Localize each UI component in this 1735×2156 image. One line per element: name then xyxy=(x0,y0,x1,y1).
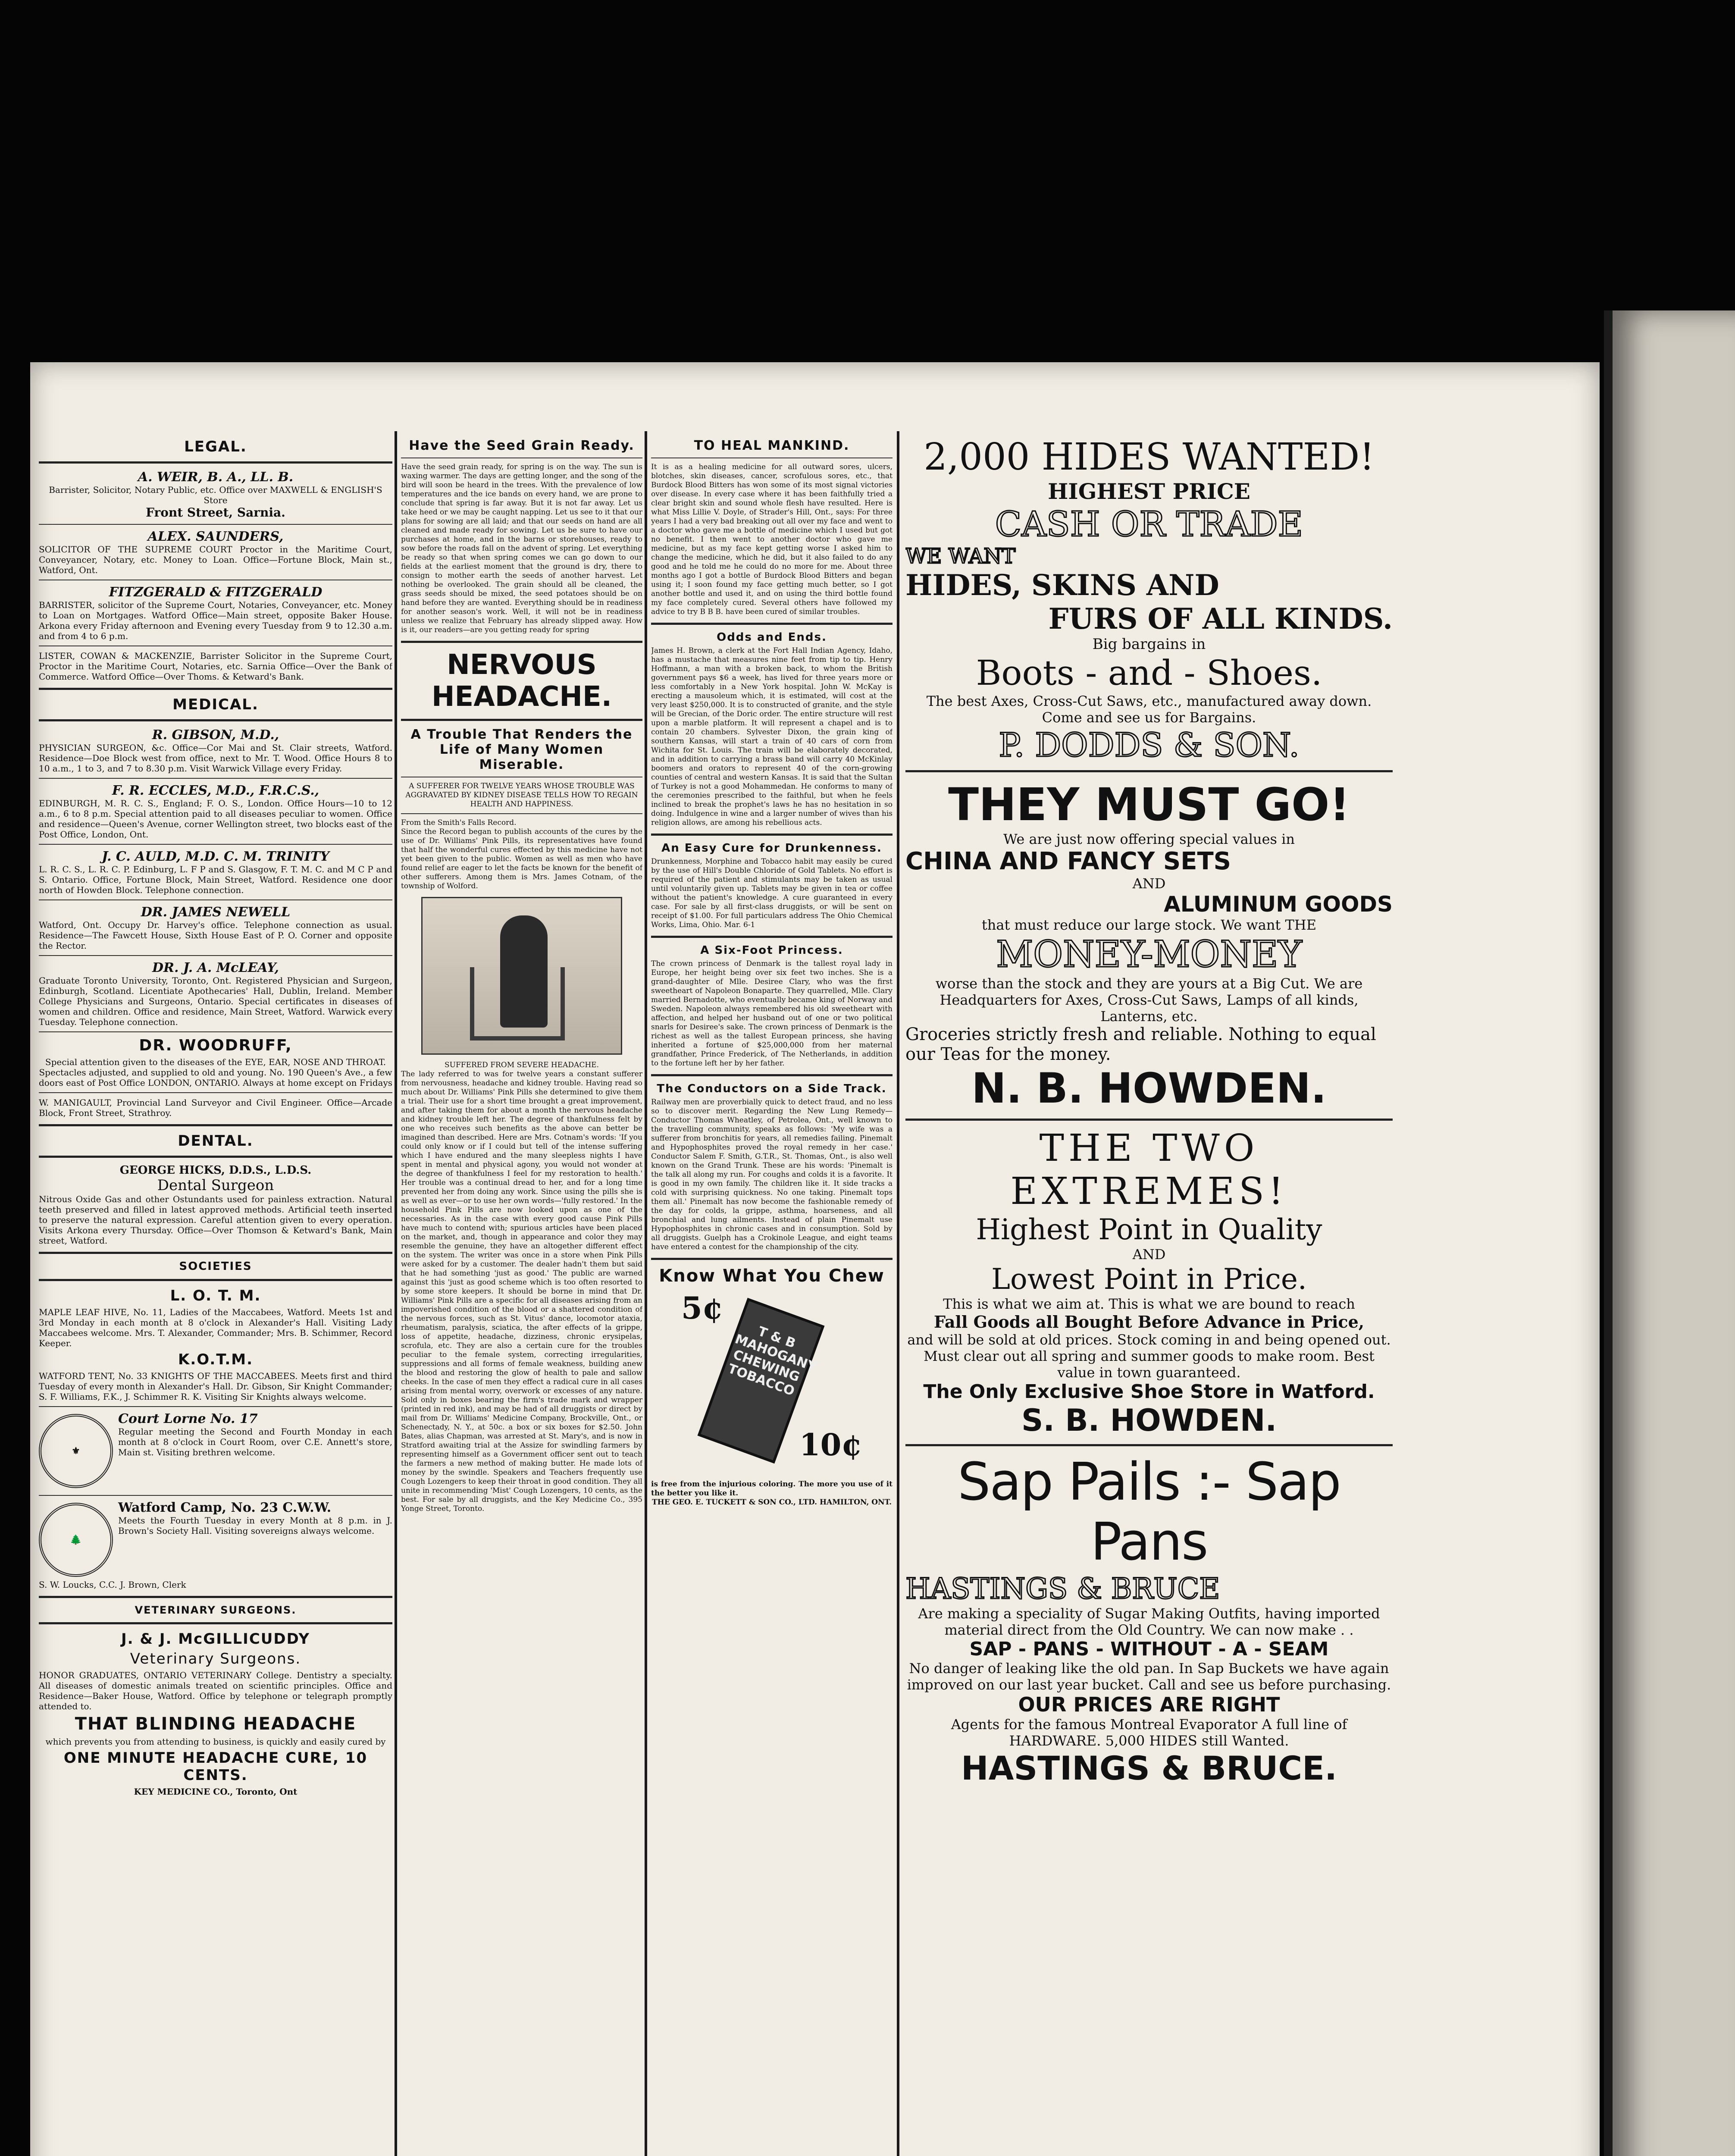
woodmen-seal-emblem: 🌲 xyxy=(39,1503,113,1577)
card-name: A. WEIR, B. A., LL. B. xyxy=(138,470,294,485)
ad-footer: KEY MEDICINE CO., Toronto, Ont xyxy=(134,1786,298,1797)
card-name: FITZGERALD & FITZGERALD xyxy=(109,585,323,600)
card-name: DR. WOODRUFF, xyxy=(139,1037,292,1054)
article-body: The lady referred to was for twelve years a constant sufferer from nervousness, headache and kidney trouble. Having read so much about Dr. Williams' Pink Pills she determined to give them a trial. Their use for a short time brought a great improvement, and after taking them for about a month the nervous headache and kidney trouble left her. The degree of thankfulness felt by one who receives such benefits as the above can better be imagined than described. Here are Mrs. Cotnam's words: 'If you could only know or if I could but tell of the intense suffering which I have endured and the many sleepless nights I have spent in mental and physical agony, you would not wonder at the degree of thankfulness I feel for my restoration to health.' Her trouble was a continual dread to her, and for a long time prevented her from doing any work. Since using the pills she is as well as ever—or to use her own words—'fully restored.' In the household Pink Pills are now looked upon as one of the necessaries. As in the case with every good cause Pink Pills have much to contend with; spurious articles have been placed on the market, and, though in appearance and color they may resemble the genuine, they have an altogether different effect on the system. The writer was once in a store when Pink Pills were asked for by a customer. The dealer hadn't them but said that he had something 'just as good.' The public are warned against this 'just as good scheme which is too often resorted to by some store keepers. It should be borne in mind that Dr. Williams' Pink Pills are a specific for all diseases arising from an impoverished condition of the blood or a shattered condition of the nervous forces, such as St. Vitus' dance, locomotor ataxia, rheumatism, paralysis, sciatica, the after effects of la grippe, loss of appetite, headache, dizziness, chronic erysipelas, scrofula, etc. They are also a certain cure for the troubles peculiar to the female system, correcting irregularities, suppressions and all forms of female weakness, building anew the blood and restoring the glow of health to pale and sallow cheeks. In the case of men they effect a radical cure in all cases arising from mental worry, overwork or excesses of any nature. Sold only in boxes bearing the firm's trade mark and wrapper (printed in red ink), and may be had of all druggists or direct by mail from Dr. Williams' Medicine Company, Brockville, Ont., or Schenectady, N. Y., at 50c. a box or six boxes for $2.50. John Bates, alias Chapman, was arrested at St. Mary's, and is now in Stratford awaiting trial at the Assize for swindling farmers by representing himself as a Government officer sent out to teach the farmers a new method of making butter. He made lots of money by the swindle. Speakers and Teachers frequently use Cough Lozengers to keep their throat in good condition. They all unite in recommending 'Mist' Cough Lozengers, 10 cents, as the best. For sale by all druggists, and the Key Medicine Co., 395 Yonge Street, Toronto. xyxy=(401,1070,642,1513)
card-text: S. W. Loucks, C.C. J. Brown, Clerk xyxy=(39,1579,186,1590)
article-deck: A SUFFERER FOR TWELVE YEARS WHOSE TROUBLE WAS AGGRAVATED BY KIDNEY DISEASE TELLS HOW TO REGAIN HEALTH AND HAPPINESS. xyxy=(405,782,638,808)
ad-headline: THE TWO EXTREMES! xyxy=(1010,1127,1288,1213)
card-subtitle: Dental Surgeon xyxy=(157,1177,274,1194)
section-heading-dental: DENTAL. xyxy=(178,1132,254,1150)
ad-footer: THE GEO. E. TUCKETT & SON CO., LTD. HAMILTON, ONT. xyxy=(651,1498,892,1507)
article-title: NERVOUS HEADACHE. xyxy=(431,649,612,713)
section-heading-legal: LEGAL. xyxy=(184,438,247,455)
ad-subhead: ALUMINUM GOODS xyxy=(1164,892,1393,917)
ad-subhead: Lowest Point in Price. xyxy=(991,1263,1307,1296)
column-legal-medical xyxy=(39,436,392,2156)
card-text: Graduate Toronto University, Toronto, Ont. Registered Physician and Surgeon, Edinburgh, Scotland. Licentiate Apothecaries' Hall, Dublin, Ireland. Member College Physicians and Surgeons, Ontario. Special certificates in diseases of women and children. Office and residence, Main Street, Watford. Warwick every Tuesday. Telephone connection. xyxy=(39,975,392,1027)
column-rule xyxy=(897,431,899,2156)
card-text: Nitrous Oxide Gas and other Ostundants used for painless extraction. Natural teeth preserved and filled in latest approved methods. Artificial teeth inserted to preserve the natural expression. Careful attention given to every operation. Visits Arkona every Thursday. Office—Over Thomson & Ketward's Bank, Main street, Watford. xyxy=(39,1194,392,1246)
column-rule xyxy=(645,431,647,2156)
card-subtitle: Veterinary Surgeons. xyxy=(130,1650,301,1667)
section-heading-medical: MEDICAL. xyxy=(172,696,259,713)
card-text: L. R. C. S., L. R. C. P. Edinburg, L. F P and S. Glasgow, F. T. M. C. and M C P and S. Ontario. Office, Fortune Block, Main Street, Watford. Residence one door north of Howden Block. Telephone connection. xyxy=(39,864,392,895)
section-heading-veterinary: VETERINARY SURGEONS. xyxy=(135,1604,297,1616)
ad-text: and will be sold at old prices. Stock coming in and being opened out. Must clear out all spring and summer goods to make room. Best value in town guaranteed. xyxy=(907,1332,1391,1381)
article-source: From the Smith's Falls Record. xyxy=(401,818,517,827)
article-title: Have the Seed Grain Ready. xyxy=(409,438,635,453)
column-articles-3 xyxy=(651,436,893,2156)
ad-headline: 2,000 HIDES WANTED! xyxy=(924,436,1375,479)
card-text: SOLICITOR OF THE SUPREME COURT Proctor in the Maritime Court, Conveyancer, Notary, etc. Money to Loan. Office—Fortune Block, Main st., Watford, Ont. xyxy=(39,544,392,575)
card-name: L. O. T. M. xyxy=(170,1287,261,1304)
ad-headline: Sap Pails :- Sap Pans xyxy=(958,1452,1340,1572)
article-title: Odds and Ends. xyxy=(717,631,827,644)
ad-text: AND xyxy=(1132,875,1166,892)
woman-in-chair-illustration xyxy=(421,897,622,1055)
card-name: DR. J. A. McLEAY, xyxy=(152,960,279,975)
ad-subhead: SAP - PANS - WITHOUT - A - SEAM xyxy=(969,1638,1329,1660)
card-text: WATFORD TENT, No. 33 KNIGHTS OF THE MACCABEES. Meets first and third Tuesday of every month in Alexander's Hall. Dr. Gibson, Sir Knight Commander; S. F. Williams, F.K., J. Schimmer R. K. Visiting Sir Knights always welcome. xyxy=(39,1371,392,1402)
ad-subhead: Highest Point in Quality xyxy=(976,1213,1322,1246)
column-articles-2 xyxy=(401,436,642,2156)
card-text: Regular meeting the Second and Fourth Monday in each month at 8 o'clock in Court Room, over C.E. Annett's store, Main st. Visiting brethren welcome. xyxy=(118,1426,392,1457)
adjacent-page-edge xyxy=(1604,310,1735,2156)
article-body: Drunkenness, Morphine and Tobacco habit may easily be cured by the use of Hill's Double Chloride of Gold Tablets. No effort is required of the patient and stimulants may be taken as usual until voluntarily given up. Tablets may be given in tea or coffee without the patient's knowledge. A cure guaranteed in every case. For sale by all first-class druggists, or will be sent on receipt of $1.00. For full particulars address The Ohio Chemical Works, Lima, Ohio. Mar. 6-1 xyxy=(651,857,893,929)
article-subtitle: A Trouble That Renders the Life of Many Women Miserable. xyxy=(410,727,633,772)
card-text: Front Street, Sarnia. xyxy=(146,505,285,520)
ad-signature: S. B. HOWDEN. xyxy=(1021,1403,1277,1438)
card-text: Barrister, Solicitor, Notary Public, etc. Office over MAXWELL & ENGLISH'S Store xyxy=(49,485,382,505)
ad-text: Big bargains in xyxy=(1092,636,1206,653)
article-body: Have the seed grain ready, for spring is on the way. The sun is waxing warmer. The days are getting longer, and the song of the bird will soon be heard in the trees. With the prevalence of low temperatures and the ice bands on every hand, we are prone to conclude that spring is far away. But it is not far away. Let us take heed or we may be caught napping. Let us see to it that our plans for sowing are all laid; and that our seeds on hand are all cleaned and made ready for sowing. Let us be sure to have our purchases at home, and in the barns or storehouses, ready to sow before the roads fall on the advent of spring. Let everything be ready so that when spring comes we can go down to our fields at the earliest moment that the ground is dry, there to consign to mother earth the seeds of another harvest. Let nothing be overlooked. The grain should all be cleaned, the grass seeds should be mixed, the seed potatoes should be on hand before they are wanted. Everything should be in readiness for another season's work. Well, it will not be in readiness unless we realize that February has already slipped away. How is it, our readers—are you getting ready for spring xyxy=(401,463,642,634)
ad-subhead: HASTINGS & BRUCE xyxy=(905,1572,1220,1605)
card-name: R. GIBSON, M.D., xyxy=(152,727,279,743)
ad-text: No danger of leaking like the old pan. In Sap Buckets we have again improved on our last year bucket. Call and see us before purchasing. xyxy=(907,1660,1391,1693)
ad-text: Groceries strictly fresh and reliable. Nothing to equal our Teas for the money. xyxy=(905,1025,1376,1064)
court-seal-emblem: ⚜ xyxy=(39,1414,113,1488)
card-name: DR. JAMES NEWELL xyxy=(141,905,291,920)
ad-subhead: FURS OF ALL KINDS. xyxy=(1048,602,1393,636)
article-body: It is as a healing medicine for all outward sores, ulcers, blotches, skin diseases, cancer, scrofulous sores, etc., that Burdock Blood Bitters has won some of its most signal victories over disease. In every case where it has been faithfully tried a clear bright skin and sound whole flesh have resulted. Here is what Miss Lillie V. Doyle, of Strader's Hill, Ont., says: For three years I had a very bad breaking out all over my face and went to a doctor who gave me a bottle of medicine which I used but got no benefit. I then went to another doctor who gave me medicine, but as my face kept getting worse I asked him to change the medicine, which he did, but it also failed to do any good and he told me he could do no more for me. About three months ago I got a bottle of Burdock Blood Bitters and began using it; I soon found my face getting much better, so I got another bottle and used it, and on using the third bottle found my face completely cured. Several others have followed my advice to try B B B. have been cured of similar troubles. xyxy=(651,463,893,616)
ad-text: AND xyxy=(1132,1246,1166,1263)
ad-subhead: CHINA AND FANCY SETS xyxy=(905,847,1231,875)
card-name: GEORGE HICKS, D.D.S., L.D.S. xyxy=(119,1164,312,1177)
card-name: J. C. AULD, M.D. C. M. TRINITY xyxy=(102,849,329,864)
ad-title: THAT BLINDING HEADACHE xyxy=(75,1714,357,1734)
ad-text: that must reduce our large stock. We want THE xyxy=(981,917,1317,933)
ad-text: The best Axes, Cross-Cut Saws, etc., manufactured away down. Come and see us for Bargains. xyxy=(926,693,1372,726)
card-name: K.O.T.M. xyxy=(178,1351,254,1368)
card-text: MAPLE LEAF HIVE, No. 11, Ladies of the Maccabees, Watford. Meets 1st and 3rd Monday in each month at 8 o'clock in Alexander's Hall. Visiting Lady Maccabees welcome. Mrs. T. Alexander, Commander; Mrs. B. Schimmer, Record Keeper. xyxy=(39,1307,392,1348)
card-name: ALEX. SAUNDERS, xyxy=(147,529,284,544)
article-body: The crown princess of Denmark is the tallest royal lady in Europe, her height being over six feet two inches. She is a grand-daughter of Mlle. Desiree Clary, who was the first sweetheart of Napoleon Bonaparte. They quarrelled, Mlle. Clary married Bernadotte, who eventually became king of Norway and Sweden. Napoleon always remembered his old sweetheart with affection, and helped her husband out of one or two political snarls for Desiree's sake. The crown princess of Denmark is the richest as well as the tallest European princess, she having inherited a fortune of $25,000,000 from her maternal grandfather, Prince Frederick, of The Netherlands, in addition to the fortune left her by her father. xyxy=(651,959,893,1068)
ad-subhead: Boots - and - Shoes. xyxy=(976,653,1322,693)
ad-title: Know What You Chew xyxy=(659,1266,885,1286)
card-name: J. & J. McGILLICUDDY xyxy=(121,1630,310,1648)
ad-subhead: HIGHEST PRICE xyxy=(1048,479,1250,504)
article-body: Since the Record began to publish accounts of the cures by the use of Dr. Williams' Pink Pills, its representatives have found that half the wonderful cures effected by this medicine have not yet been given to the public. Women as well as men who have found relief are eager to let the facts be known for the benefit of other sufferers. Among them is Mrs. James Cotnam, of the township of Wolford. xyxy=(401,827,642,890)
ad-subhead: WE WANT xyxy=(905,544,1016,568)
ad-text: which prevents you from attending to business, is quickly and easily cured by xyxy=(45,1736,386,1747)
ad-subhead: HIDES, SKINS AND xyxy=(905,568,1219,602)
ad-price: 5¢ xyxy=(681,1290,723,1326)
card-text: W. MANIGAULT, Provincial Land Surveyor and Civil Engineer. Office—Arcade Block, Front Street, Strathroy. xyxy=(39,1097,392,1118)
card-text: Meets the Fourth Tuesday in every Month at 8 p.m. in J. Brown's Society Hall. Visiting sovereigns always welcome. xyxy=(118,1515,392,1536)
ad-price: ONE MINUTE HEADACHE CURE, 10 CENTS. xyxy=(63,1749,368,1784)
article-title: The Conductors on a Side Track. xyxy=(657,1082,887,1095)
ad-signature: N. B. HOWDEN. xyxy=(971,1064,1327,1112)
ad-text: We are just now offering special values in xyxy=(1003,831,1295,847)
ad-text: Are making a speciality of Sugar Making Outfits, having imported material direct from the Old Country. We can now make . . xyxy=(918,1605,1380,1638)
card-text: PHYSICIAN SURGEON, &c. Office—Cor Mai and St. Clair streets, Watford. Residence—Doe Block west from office, next to Mr. T. Wood. Office Hours 8 to 10 a.m., 1 to 3, and 7 to 8.30 p.m. Visit Warwick Village every Friday. xyxy=(39,743,392,774)
card-text: EDINBURGH, M. R. C. S., England; F. O. S., London. Office Hours—10 to 12 a.m., 6 to 8 p.m. Special attention paid to all diseases peculiar to women. Office and residence—Queen's Avenue, corner Wellington street, two blocks east of the Post Office, London, Ont. xyxy=(39,798,392,840)
ad-subhead: OUR PRICES ARE RIGHT xyxy=(1018,1693,1280,1716)
column-advertisements xyxy=(905,436,1393,2156)
ad-price: 10¢ xyxy=(799,1427,862,1463)
ad-signature: HASTINGS & BRUCE. xyxy=(961,1749,1337,1787)
card-text: Watford, Ont. Occupy Dr. Harvey's office. Telephone connection as usual. Residence—The Fawcett House, Sixth House East of P. O. Corner and opposite the Rector. xyxy=(39,920,392,951)
ad-headline: THEY MUST GO! xyxy=(948,778,1350,831)
card-name: F. R. ECCLES, M.D., F.R.C.S., xyxy=(112,783,319,798)
ad-text: This is what we aim at. This is what we are bound to reach xyxy=(943,1296,1355,1312)
card-text: BARRISTER, solicitor of the Supreme Court, Notaries, Conveyancer, etc. Money to Loan on Mortgages. Watford Office—Main street, opposite Baker House. Arkona every Friday afternoon and Evening every Tuesday from 9 to 12.30 a.m. and from 4 to 6 p.m. xyxy=(39,600,392,641)
divider xyxy=(39,461,392,464)
article-title: A Six-Foot Princess. xyxy=(700,944,843,957)
ad-text: Fall Goods all Bought Before Advance in Price, xyxy=(934,1312,1364,1332)
card-text: HONOR GRADUATES, ONTARIO VETERINARY College. Dentistry a specialty. All diseases of domestic animals treated on scientific principles. Office and Residence—Baker House, Watford. Office by telephone or telegraph promptly attended to. xyxy=(39,1670,392,1711)
card-text: LISTER, COWAN & MACKENZIE, Barrister Solicitor in the Supreme Court, Proctor in the Maritime Court, Notaries, etc. Sarnia Office—Over the Bank of Commerce. Watford Office—Over Thoms. & Ketward's Bank. xyxy=(39,651,392,682)
section-heading-societies: SOCIETIES xyxy=(179,1260,252,1273)
ad-subhead: CASH OR TRADE xyxy=(995,504,1303,544)
article-title: An Easy Cure for Drunkenness. xyxy=(661,842,882,855)
ad-subhead: The Only Exclusive Shoe Store in Watford. xyxy=(923,1381,1375,1403)
card-name: Court Lorne No. 17 xyxy=(118,1411,258,1426)
article-body: Railway men are proverbially quick to detect fraud, and no less so to discover merit. Regarding the New Lung Remedy— Conductor Thomas Wheatley, of Petrolea, Ont., well known to the travelling community, speaks as follows: 'My wife was a sufferer from bronchitis for years, all remedies failing. Pinemalt and Hypophosphites proved the royal remedy in her case.' Conductor Salem F. Smith, G.T.R., St. Thomas, Ont., is also well known on the Grand Trunk. These are his words: 'Pinemalt is the talk all along my run. For coughs and colds it is a favorite. It is good in my own family. The children like it. It side tracks a cold with surprising quickness. No one taking. Pinemalt tops them all.' Pinemalt has now become the fashionable remedy of the day for colds, la grippe, asthma, hoarseness, and all bronchial and lung ailments. Instead of plain Pinemalt use Hypophosphites in chronic cases and in consumption. Sold by all druggists. Guelph has a Crokinole League, and eight teams have entered a contest for the championship of the city. xyxy=(651,1098,893,1251)
article-body: James H. Brown, a clerk at the Fort Hall Indian Agency, Idaho, has a mustache that measures nine feet from tip to tip. Henry Hoffmann, a man with a broken back, to whom the British government pays $6 a week, has lived for three years more or less comfortably in a New York hospital. John W. McKay is erecting a mausoleum which, it is estimated, will cost at the very least $250,000. It is to constructed of granite, and the style will be Grecian, of the Doric order. The entire structure will rest upon a marble platform. It will represent a chapel and is to contain 20 chambers. Sylvester Dixon, the grain king of southern Kansas, will start a train of 40 cars of corn from Wichita for St. Louis. The train will be elaborately decorated, and in addition to carrying a brass band will carry 40 McKinlay boomers and orators to represent 40 of the corn-growing counties of central and western Kansas. It is said that the Sultan of Turkey is not a good Mohammedan. He conforms to many of the ceremonies prescribed to the faithful, but when he feels inclined to break the prophet's laws he has no hesitation in so doing. Indulgence in wine and a larger number of wives than his religion allows, are among his rebellious acts. xyxy=(651,646,893,827)
ad-signature: P. DODDS & SON. xyxy=(999,726,1300,764)
article-title: TO HEAL MANKIND. xyxy=(694,438,850,453)
card-name: Watford Camp, No. 23 C.W.W. xyxy=(118,1500,332,1515)
tobacco-plug-illustration xyxy=(681,1290,862,1476)
ad-subhead: MONEY-MONEY xyxy=(996,933,1302,975)
ad-text: worse than the stock and they are yours at a Big Cut. We are Headquarters for Axes, Cross-Cut Saws, Lamps of all kinds, Lanterns, etc. xyxy=(935,975,1363,1025)
column-rule xyxy=(395,431,397,2156)
ad-text: Agents for the famous Montreal Evaporator A full line of HARDWARE. 5,000 HIDES still Wanted. xyxy=(951,1716,1347,1749)
ad-text: is free from the injurious coloring. The more you use of it the better you like it. xyxy=(651,1480,893,1498)
card-text: Special attention given to the diseases of the EYE, EAR, NOSE AND THROAT. Spectacles adjusted, and supplied to old and young. No. 190 Queen's Ave., a few doors east of Post Office LONDON, ONTARIO. Always at home except on Fridays xyxy=(39,1057,392,1088)
illustration-caption: SUFFERED FROM SEVERE HEADACHE. xyxy=(445,1061,599,1069)
plug-label: T & B MAHOGANY CHEWING TOBACCO xyxy=(698,1298,825,1463)
